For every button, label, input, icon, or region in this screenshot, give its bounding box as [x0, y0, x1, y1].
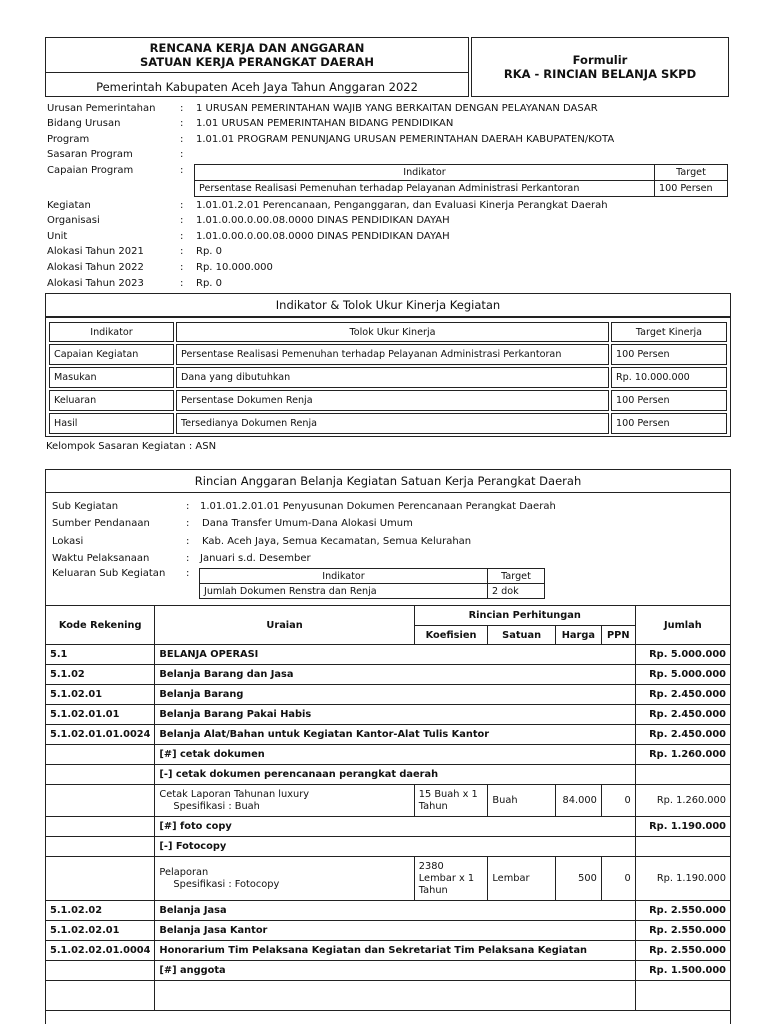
header-harga: Harga: [555, 626, 601, 645]
header-divider: [45, 72, 469, 73]
header-ppn: PPN: [601, 626, 635, 645]
capaian-program-table: Indikator Target Persentase Realisasi Pemenuhan terhadap Pelayanan Administrasi Perkantoran 100 Persen: [194, 164, 728, 197]
kinerja-table: Indikator Tolok Ukur Kinerja Target Kinerja Capaian Kegiatan Persentase Realisasi Pemenuhan terhadap Pelayanan Administrasi Perkantoran 100 Persen Masukan Dana yang dibutuhkan Rp. 10.000.000 Keluaran Persentase Dokumen Renja 100 Persen Hasil Tersedianya Dokumen Renja 100 Persen: [47, 320, 729, 436]
kelompok-sasaran: Kelompok Sasaran Kegiatan : ASN: [46, 441, 217, 452]
table-row: [#] cetak dokumen Rp. 1.260.000: [46, 745, 731, 765]
rincian-title: Rincian Anggaran Belanja Kegiatan Satuan Kerja Perangkat Daerah: [45, 469, 731, 493]
table-row: [#] anggota Rp. 1.500.000: [46, 961, 731, 981]
table-row: 5.1.02.02 Belanja Jasa Rp. 2.550.000: [46, 901, 731, 921]
kinerja-title: Indikator & Tolok Ukur Kinerja Kegiatan: [45, 293, 731, 317]
header-title-1: RENCANA KERJA DAN ANGGARAN: [149, 41, 365, 55]
keluaran-table: Indikator Target Jumlah Dokumen Renstra dan Renja 2 dok: [199, 568, 545, 599]
table-row: [-] Fotocopy: [46, 837, 731, 857]
table-row: 5.1 BELANJA OPERASI Rp. 5.000.000: [46, 645, 731, 665]
header-kode: Kode Rekening: [46, 606, 155, 645]
table-row: Pelaporan Spesifikasi : Fotocopy 2380 Lembar x 1 Tahun Lembar 500 0 Rp. 1.190.000: [46, 857, 731, 901]
urusan-label: Urusan Pemerintahan: [47, 103, 156, 114]
kinerja-row: Hasil Tersedianya Dokumen Renja 100 Persen: [49, 413, 727, 434]
table-row: 5.1.02.01.01 Belanja Barang Pakai Habis Rp. 2.450.000: [46, 705, 731, 725]
header-jumlah: Jumlah: [635, 606, 730, 645]
header-satuan: Satuan: [488, 626, 556, 645]
table-row: 5.1.02.02.01 Belanja Jasa Kantor Rp. 2.550.000: [46, 921, 731, 941]
formulir-label: Formulir: [572, 53, 628, 67]
header-title-2: SATUAN KERJA PERANGKAT DAERAH: [139, 55, 374, 69]
table-row: 5.1.02.01 Belanja Barang Rp. 2.450.000: [46, 685, 731, 705]
table-row: [46, 981, 731, 1011]
kinerja-row: Masukan Dana yang dibutuhkan Rp. 10.000.000: [49, 367, 727, 388]
header-uraian: Uraian: [155, 606, 414, 645]
urusan-value: 1 URUSAN PEMERINTAHAN WAJIB YANG BERKAITAN DENGAN PELAYANAN DASAR: [196, 103, 598, 114]
kinerja-row: Capaian Kegiatan Persentase Realisasi Pemenuhan terhadap Pelayanan Administrasi Perkantoran 100 Persen: [49, 344, 727, 365]
table-row: 5.1.02 Belanja Barang dan Jasa Rp. 5.000.000: [46, 665, 731, 685]
form-name: RKA - RINCIAN BELANJA SKPD: [503, 67, 697, 81]
table-row: [-] cetak dokumen perencanaan perangkat daerah: [46, 765, 731, 785]
table-row: [#] foto copy Rp. 1.190.000: [46, 817, 731, 837]
capaian-target: 100 Persen: [655, 181, 728, 197]
table-row: 5.1.02.02.01.0004 Honorarium Tim Pelaksana Kegiatan dan Sekretariat Tim Pelaksana Kegiatan Rp. 2.550.000: [46, 941, 731, 961]
capaian-indikator: Persentase Realisasi Pemenuhan terhadap Pelayanan Administrasi Perkantoran: [195, 181, 655, 197]
header-subtitle: Pemerintah Kabupaten Aceh Jaya Tahun Anggaran 2022: [96, 80, 418, 94]
kinerja-row: Keluaran Persentase Dokumen Renja 100 Persen: [49, 390, 727, 411]
header-koefisien: Koefisien: [414, 626, 488, 645]
table-row: 5.1.02.01.01.0024 Belanja Alat/Bahan untuk Kegiatan Kantor-Alat Tulis Kantor Rp. 2.450.000: [46, 725, 731, 745]
rincian-belanja-table: [45, 605, 731, 1011]
header-rincian: Rincian Perhitungan: [414, 606, 635, 626]
table-row: Cetak Laporan Tahunan luxury Spesifikasi : Buah 15 Buah x 1 Tahun Buah 84.000 0 Rp. 1.260.000: [46, 785, 731, 817]
